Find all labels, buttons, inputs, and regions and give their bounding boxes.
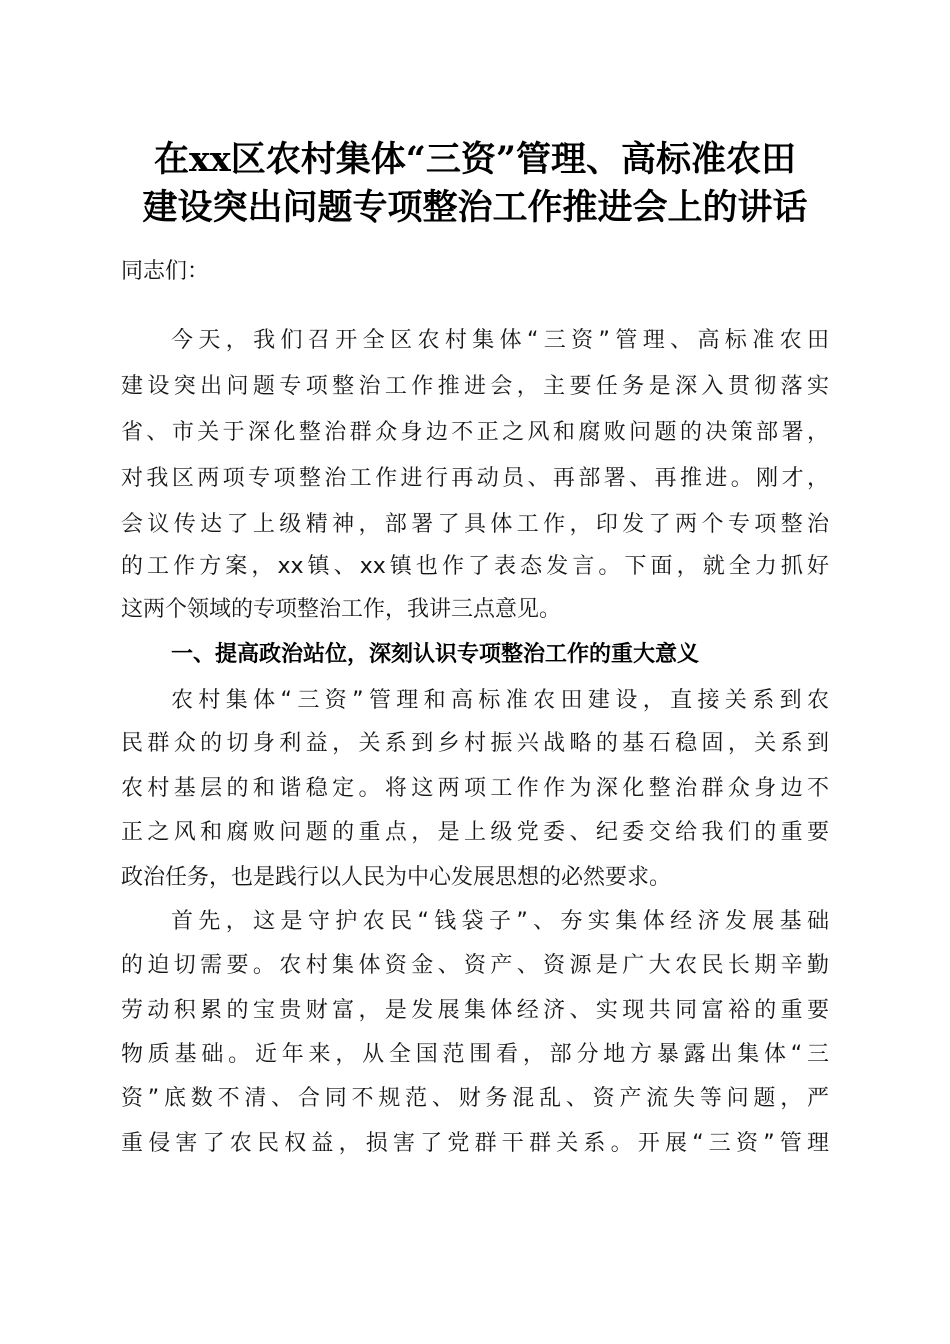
section-1-heading: 一、提高政治站位，深刻认识专项整治工作的重大意义 [171, 642, 700, 667]
paragraph-3-line: 的迫切需要。农村集体资金、资产、资源是广大农民长期辛勤 [121, 953, 829, 978]
paragraph-2-line: 农村集体“三资”管理和高标准农田建设，直接关系到农 [171, 688, 829, 713]
paragraph-1-line: 建设突出问题专项整治工作推进会，主要任务是深入贯彻落实 [121, 374, 829, 399]
paragraph-1-line: 会议传达了上级精神，部署了具体工作，印发了两个专项整治 [121, 512, 829, 537]
paragraph-1-line: 今天，我们召开全区农村集体“三资”管理、高标准农田 [171, 328, 829, 353]
document-title-line-2: 建设突出问题专项整治工作推进会上的讲话 [142, 187, 808, 228]
paragraph-2-line: 正之风和腐败问题的重点，是上级党委、纪委交给我们的重要 [121, 820, 829, 845]
salutation: 同志们： [121, 259, 210, 284]
paragraph-2-line: 政治任务，也是践行以人民为中心发展思想的必然要求。 [121, 865, 672, 890]
paragraph-1-line: 的工作方案，xx镇、xx镇也作了表态发言。下面，就全力抓好 [121, 554, 829, 579]
paragraph-1-line: 这两个领域的专项整治工作，我讲三点意见。 [121, 597, 562, 622]
paragraph-3-line: 资”底数不清、合同不规范、财务混乱、资产流失等问题，严 [121, 1086, 829, 1111]
paragraph-1-line: 省、市关于深化整治群众身边不正之风和腐败问题的决策部署， [121, 420, 829, 445]
document-title-line-1: 在xx区农村集体“三资”管理、高标准农田 [154, 139, 796, 180]
paragraph-3-line: 劳动积累的宝贵财富，是发展集体经济、实现共同富裕的重要 [121, 998, 829, 1023]
paragraph-2-line: 农村基层的和谐稳定。将这两项工作作为深化整治群众身边不 [121, 776, 829, 801]
paragraph-3-line: 物质基础。近年来，从全国范围看，部分地方暴露出集体“三 [121, 1042, 829, 1067]
paragraph-2-line: 民群众的切身利益，关系到乡村振兴战略的基石稳固，关系到 [121, 731, 829, 756]
paragraph-3-line: 首先，这是守护农民“钱袋子”、夯实集体经济发展基础 [171, 909, 829, 934]
paragraph-3-line: 重侵害了农民权益，损害了党群干群关系。开展“三资”管理 [121, 1131, 829, 1156]
paragraph-1-line: 对我区两项专项整治工作进行再动员、再部署、再推进。刚才， [121, 466, 829, 491]
